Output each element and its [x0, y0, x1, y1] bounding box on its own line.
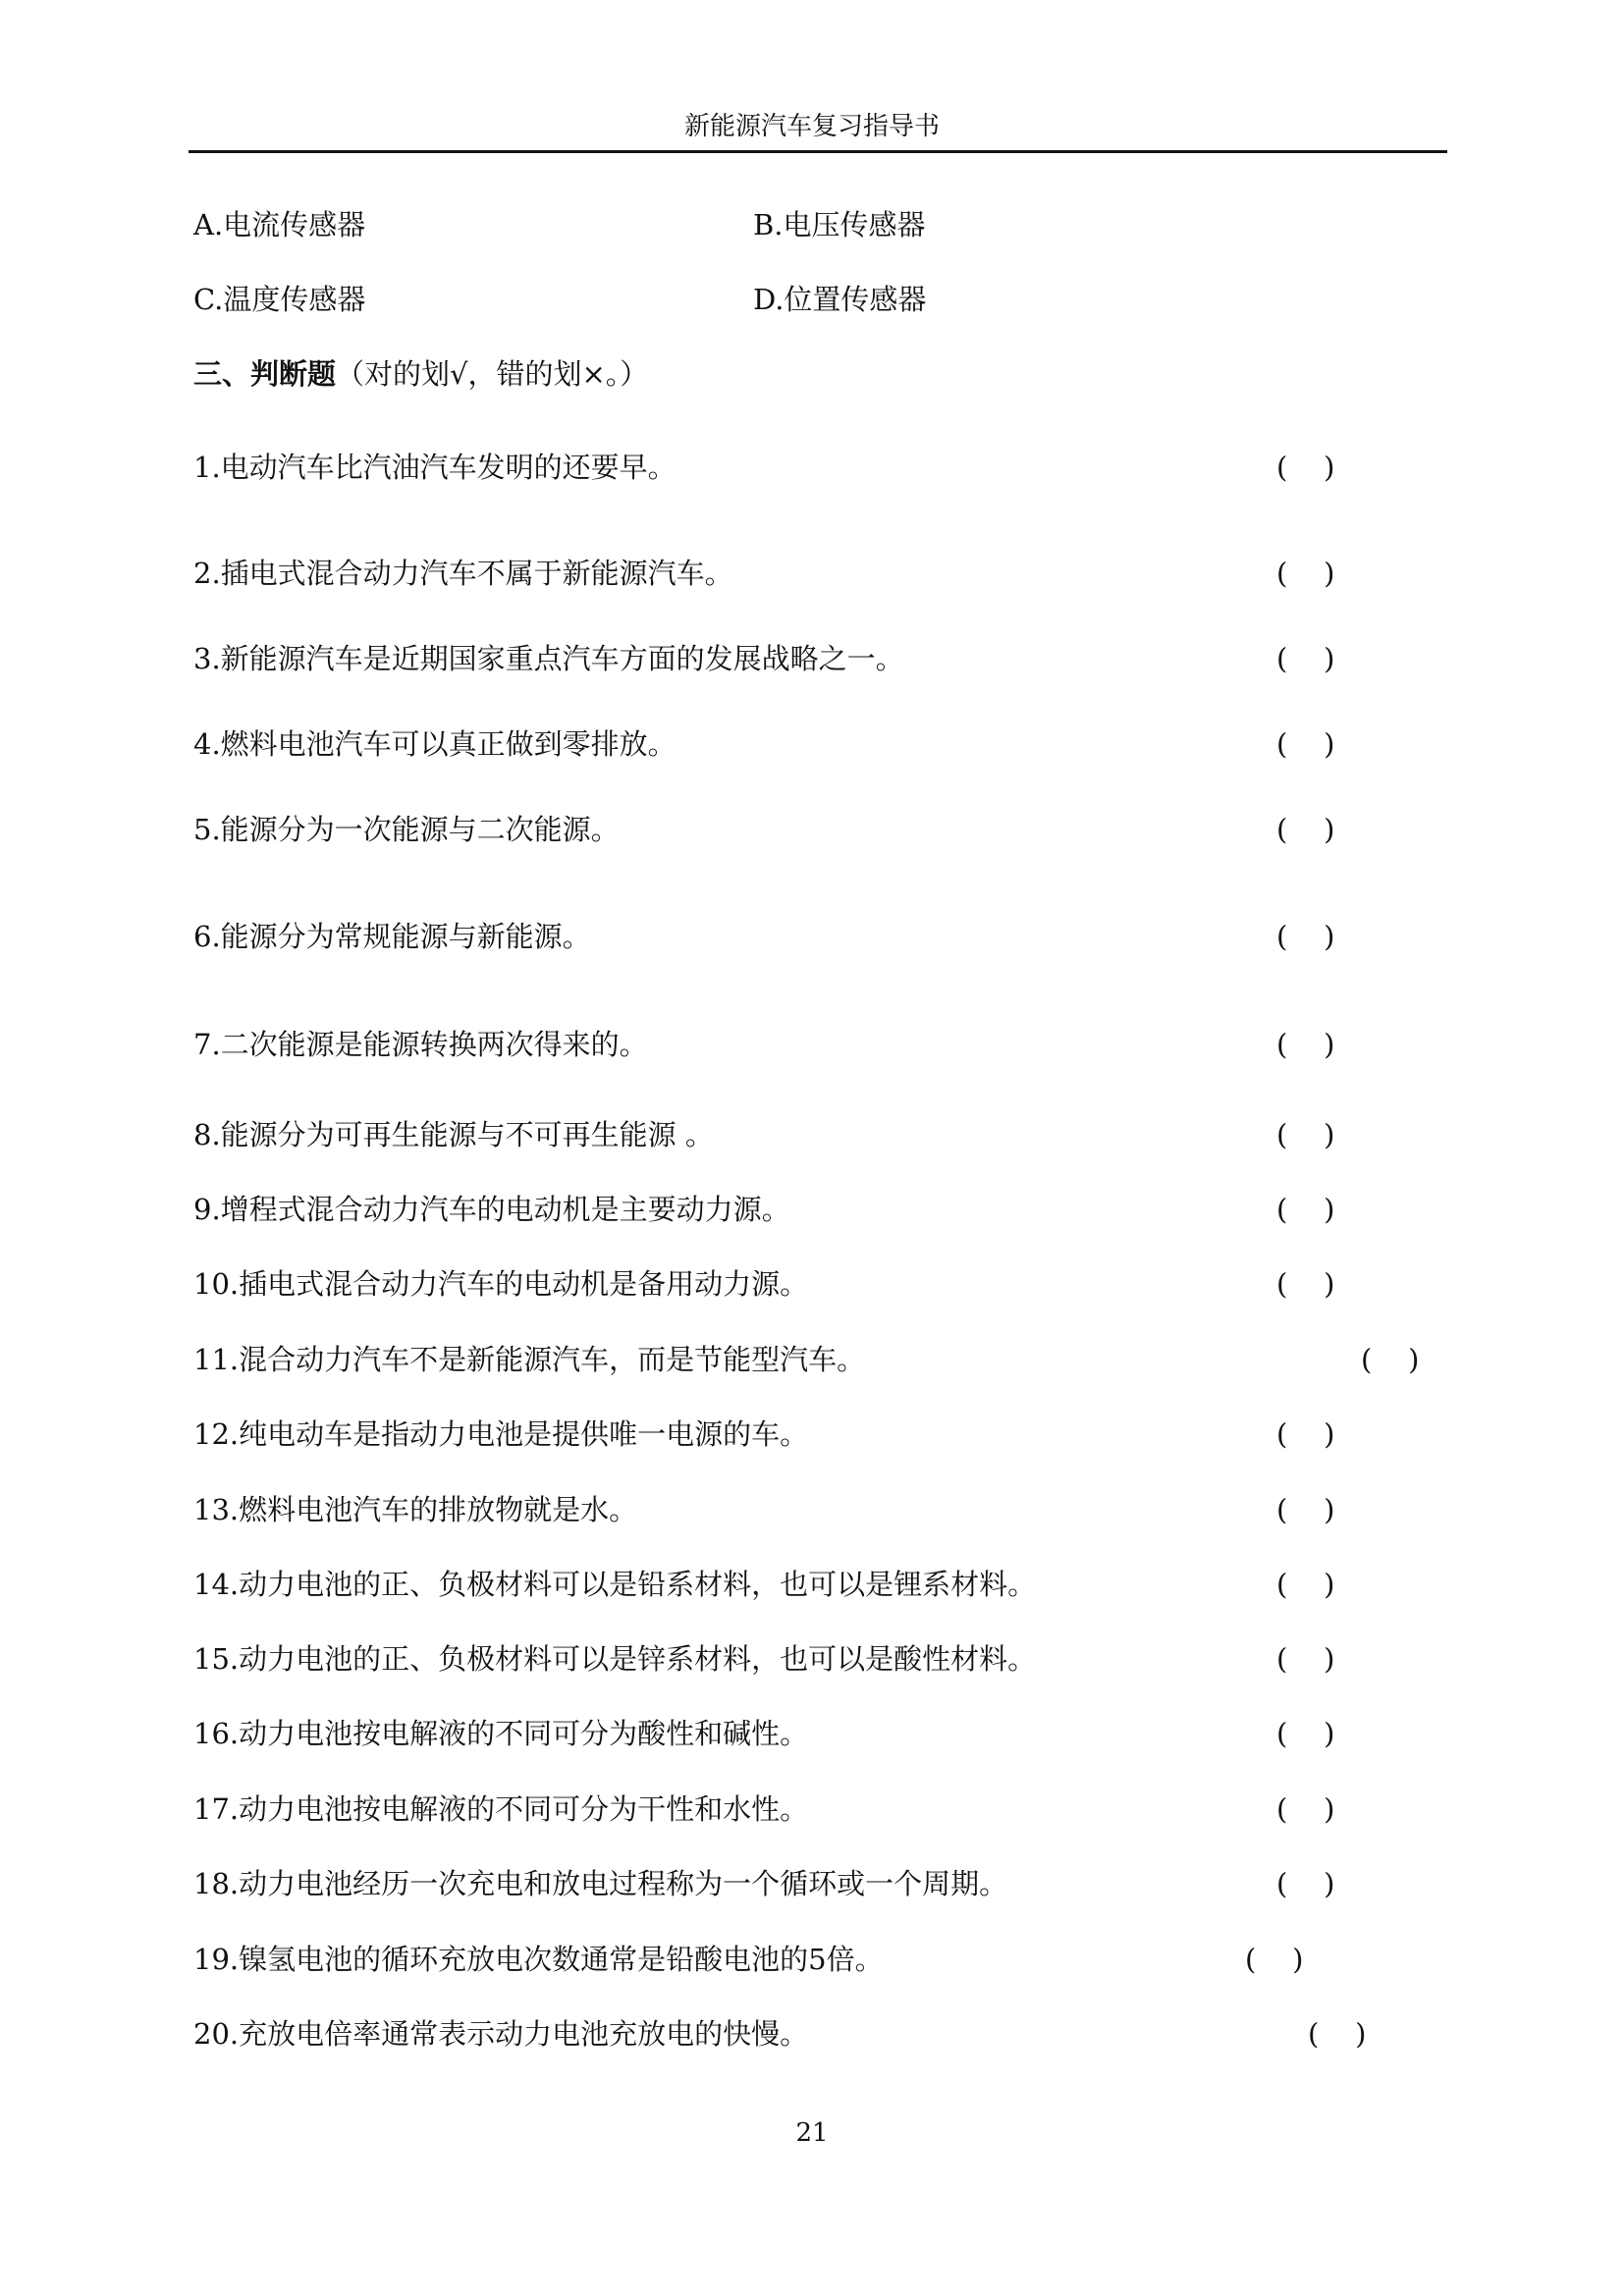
answer-blank-6: ( ) [1276, 920, 1335, 953]
option-a: A.电流传感器 [193, 208, 366, 241]
answer-blank-15: ( ) [1276, 1642, 1335, 1676]
answer-blank-9: ( ) [1276, 1193, 1335, 1226]
question-16: 16.动力电池按电解液的不同可分为酸性和碱性。 [193, 1717, 809, 1750]
answer-blank-4: ( ) [1276, 727, 1335, 761]
section-title: 三、判断题 [193, 357, 337, 391]
answer-blank-5: ( ) [1276, 813, 1335, 846]
header-divider [189, 150, 1447, 153]
answer-blank-7: ( ) [1276, 1028, 1335, 1061]
page-number: 21 [795, 2118, 829, 2148]
answer-blank-13: ( ) [1276, 1493, 1335, 1526]
question-17: 17.动力电池按电解液的不同可分为干性和水性。 [193, 1792, 809, 1826]
answer-blank-12: ( ) [1276, 1417, 1335, 1451]
question-3: 3.新能源汽车是近期国家重点汽车方面的发展战略之一。 [193, 642, 904, 675]
answer-blank-11: ( ) [1361, 1343, 1420, 1376]
question-5: 5.能源分为一次能源与二次能源。 [193, 813, 620, 846]
answer-blank-19: ( ) [1245, 1943, 1304, 1976]
question-6: 6.能源分为常规能源与新能源。 [193, 920, 591, 953]
answer-blank-17: ( ) [1276, 1792, 1335, 1826]
question-12: 12.纯电动车是指动力电池是提供唯一电源的车。 [193, 1417, 809, 1451]
question-9: 9.增程式混合动力汽车的电动机是主要动力源。 [193, 1193, 790, 1226]
question-7: 7.二次能源是能源转换两次得来的。 [193, 1028, 648, 1061]
question-8: 8.能源分为可再生能源与不可再生能源 。 [193, 1118, 714, 1151]
question-15: 15.动力电池的正、负极材料可以是锌系材料，也可以是酸性材料。 [193, 1642, 1037, 1676]
question-14: 14.动力电池的正、负极材料可以是铅系材料，也可以是锂系材料。 [193, 1568, 1037, 1601]
question-13: 13.燃料电池汽车的排放物就是水。 [193, 1493, 638, 1526]
answer-blank-18: ( ) [1276, 1867, 1335, 1900]
section-note: （对的划√，错的划×。） [336, 357, 649, 391]
answer-blank-3: ( ) [1276, 642, 1335, 675]
answer-blank-1: ( ) [1276, 451, 1335, 484]
question-19: 19.镍氢电池的循环充放电次数通常是铅酸电池的5倍。 [193, 1943, 884, 1976]
answer-blank-20: ( ) [1308, 2017, 1367, 2051]
option-b: B.电压传感器 [753, 208, 926, 241]
answer-blank-16: ( ) [1276, 1717, 1335, 1750]
question-10: 10.插电式混合动力汽车的电动机是备用动力源。 [193, 1267, 809, 1301]
answer-blank-2: ( ) [1276, 557, 1335, 590]
answer-blank-10: ( ) [1276, 1267, 1335, 1301]
answer-blank-14: ( ) [1276, 1568, 1335, 1601]
option-d: D.位置传感器 [753, 283, 927, 316]
question-2: 2.插电式混合动力汽车不属于新能源汽车。 [193, 557, 733, 590]
question-20: 20.充放电倍率通常表示动力电池充放电的快慢。 [193, 2017, 809, 2051]
page-header-title: 新能源汽车复习指导书 [683, 112, 940, 141]
question-18: 18.动力电池经历一次充电和放电过程称为一个循环或一个周期。 [193, 1867, 1008, 1900]
question-1: 1.电动汽车比汽油汽车发明的还要早。 [193, 451, 677, 484]
option-c: C.温度传感器 [193, 283, 366, 316]
question-4: 4.燃料电池汽车可以真正做到零排放。 [193, 727, 677, 761]
section-heading [193, 357, 648, 391]
answer-blank-8: ( ) [1276, 1118, 1335, 1151]
question-11: 11.混合动力汽车不是新能源汽车，而是节能型汽车。 [193, 1343, 866, 1376]
